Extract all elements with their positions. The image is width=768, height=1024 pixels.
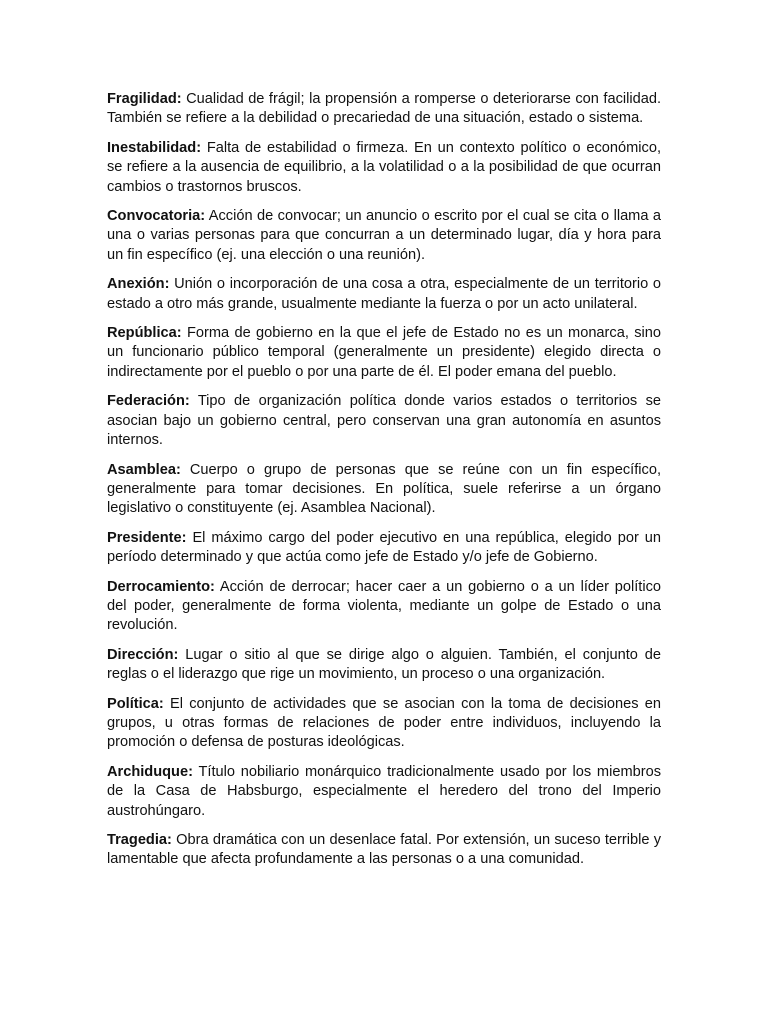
glossary-entry-convocatoria: [107, 207, 661, 265]
glossary-term: Anexión:: [107, 276, 170, 293]
glossary-entry-republica: [107, 324, 661, 382]
glossary-term: Derrocamiento:: [107, 578, 215, 595]
glossary-entry-direccion: [107, 646, 661, 685]
glossary-entry-inestabilidad: [107, 139, 661, 197]
glossary-entry-derrocamiento: [107, 578, 661, 636]
glossary-entry-federacion: [107, 392, 661, 450]
glossary-definition: Tipo de organización política donde varios estados o territorios se asocian bajo un gobierno central, pero conservan una gran autonomía en asuntos internos.: [107, 393, 661, 449]
glossary-definition: Acción de convocar; un anuncio o escrito por el cual se cita o llama a una o varias personas para que concurran a un determinado lugar, día y hora para un fin específico (ej. una elección o una reunión).: [107, 208, 662, 263]
glossary-definition: El máximo cargo del poder ejecutivo en una república, elegido por un período determinado y que actúa como jefe de Estado y/o jefe de Gobierno.: [107, 529, 661, 566]
glossary-definition: Título nobiliario monárquico tradicionalmente usado por los miembros de la Casa de Habsburgo, especialmente el heredero del trono del Imperio austrohúngaro.: [107, 763, 661, 819]
glossary-entry-asamblea: [107, 461, 661, 519]
glossary-definition: Falta de estabilidad o firmeza. En un contexto político o económico, se refiere a la ausencia de equilibrio, a la volatilidad o a la posibilidad de que ocurran cambios o trastornos bruscos.: [107, 139, 661, 195]
glossary-term: Presidente:: [107, 529, 187, 546]
glossary-page: [107, 90, 661, 880]
glossary-term: Política:: [107, 695, 164, 712]
glossary-term: Archiduque:: [107, 763, 193, 780]
glossary-definition: El conjunto de actividades que se asocian con la toma de decisiones en grupos, u otras formas de relaciones de poder entre individuos, incluyendo la promoción o defensa de posturas ideológicas.: [107, 695, 661, 751]
glossary-entry-tragedia: [107, 831, 661, 870]
glossary-term: Asamblea:: [107, 461, 181, 478]
glossary-entry-fragilidad: [107, 90, 661, 129]
glossary-term: Convocatoria:: [107, 208, 206, 225]
glossary-definition: Cuerpo o grupo de personas que se reúne con un fin específico, generalmente para tomar decisiones. En política, suele referirse a un órgano legislativo o constituyente (ej. Asamblea Nacional).: [107, 461, 662, 517]
glossary-term: Inestabilidad:: [107, 139, 202, 156]
glossary-term: Dirección:: [107, 646, 179, 663]
glossary-term: Tragedia:: [107, 832, 172, 848]
glossary-definition: Cualidad de frágil; la propensión a romperse o deteriorarse con facilidad. También se refiere a la debilidad o precariedad de una situación, estado o sistema.: [107, 91, 661, 127]
glossary-definition: Unión o incorporación de una cosa a otra, especialmente de un territorio o estado a otro más grande, usualmente mediante la fuerza o por un acto unilateral.: [107, 276, 662, 312]
glossary-entry-politica: [107, 695, 661, 753]
glossary-entry-presidente: [107, 529, 661, 568]
glossary-definition: Acción de derrocar; hacer caer a un gobierno o a un líder político del poder, generalmente de forma violenta, mediante un golpe de Estado o una revolución.: [107, 578, 661, 634]
glossary-entry-anexion: [107, 275, 661, 314]
glossary-definition: Lugar o sitio al que se dirige algo o alguien. También, el conjunto de reglas o el liderazgo que rige un movimiento, un proceso o una organización.: [107, 646, 662, 683]
glossary-term: Fragilidad:: [107, 91, 182, 107]
glossary-entry-archiduque: [107, 763, 661, 821]
glossary-definition: Obra dramática con un desenlace fatal. Por extensión, un suceso terrible y lamentable que afecta profundamente a las personas o a una comunidad.: [107, 832, 662, 868]
glossary-definition: Forma de gobierno en la que el jefe de Estado no es un monarca, sino un funcionario público temporal (generalmente un presidente) elegido directa o indirectamente por el pueblo o por una parte de él. El poder emana del pueblo.: [107, 325, 661, 380]
glossary-term: República:: [107, 325, 182, 342]
glossary-term: Federación:: [107, 393, 190, 410]
